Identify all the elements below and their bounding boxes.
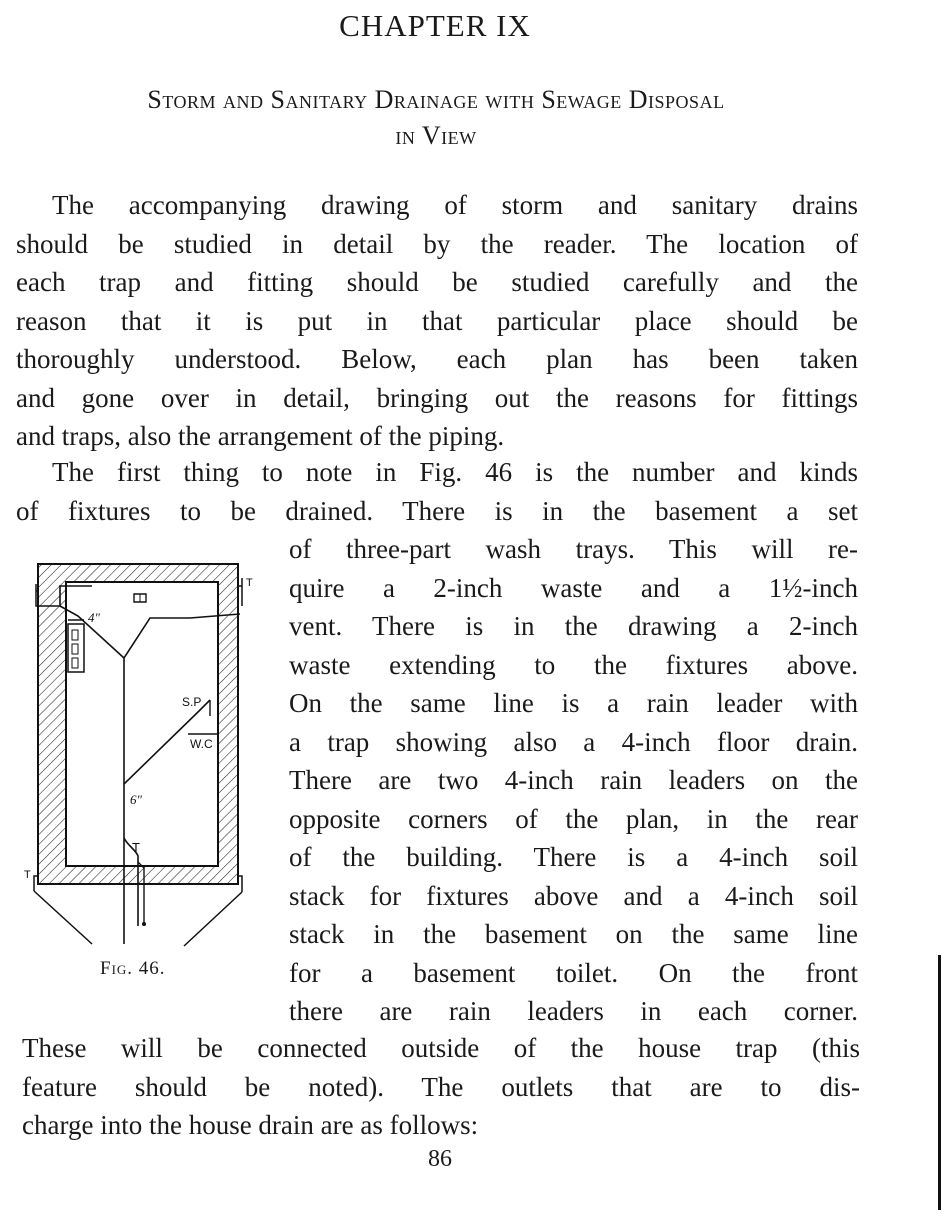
figure-46-drainage-plan: [20, 556, 270, 956]
text-line: reason that it is put in that particular place should be: [16, 305, 858, 336]
paragraph-outlets: [22, 1029, 860, 1145]
page-edge-line: [938, 955, 941, 1210]
figure-caption: Fig. 46.: [100, 958, 166, 979]
text-line: stack in the basement on the same line: [289, 919, 858, 949]
text-line: These will be connected outside of the house trap (this: [22, 1033, 860, 1063]
wash-tray-fixture: [68, 624, 84, 672]
text-line: thoroughly understood. Below, each plan has been taken: [16, 344, 858, 374]
text-line: there are rain leaders in each corner.: [289, 996, 858, 1026]
text-line: a trap showing also a 4-inch floor drain.: [289, 726, 858, 757]
paragraph-intro: [16, 186, 858, 456]
text-line: stack for fixtures above and a 4-inch soil: [289, 880, 858, 911]
page-number: 86: [428, 1146, 452, 1172]
text-line: feature should be noted). The outlets that are to dis-: [22, 1071, 860, 1102]
text-line: and gone over in detail, bringing out the reasons for fittings: [16, 382, 858, 413]
text-line: waste extending to the fixtures above.: [289, 649, 858, 680]
paragraph-fixtures: [16, 453, 858, 530]
chapter-heading: CHAPTER IX: [339, 8, 531, 43]
figure-label-6in: 6": [130, 792, 142, 807]
text-line: for a basement toilet. On the front: [289, 957, 858, 988]
section-title-line-1: Storm and Sanitary Drainage with Sewage Disposal: [147, 85, 725, 114]
figure-label-trap-topright: T: [246, 577, 253, 589]
text-line: opposite corners of the plan, in the rear: [289, 803, 858, 834]
text-line: of three-part wash trays. This will re-: [289, 534, 858, 564]
rain-leader-pipe: [34, 876, 92, 944]
text-line: of the building. There is a 4-inch soil: [289, 842, 858, 872]
text-line: charge into the house drain are as follows:: [22, 1110, 479, 1140]
figure-label-4in: 4": [88, 610, 100, 625]
rain-leader-pipe: [184, 876, 242, 946]
text-line: of fixtures to be drained. There is in the basement a set: [16, 495, 858, 526]
figure-label-sp: S.P: [182, 695, 202, 709]
text-line: There are two 4-inch rain leaders on the: [289, 765, 858, 795]
figure-label-trap-bottomleft: T: [24, 869, 31, 881]
text-line: On the same line is a rain leader with: [289, 688, 858, 718]
text-line: should be studied in detail by the reader. The location of: [16, 228, 858, 259]
figure-label-trap: T: [132, 840, 140, 855]
text-line: The first thing to note in Fig. 46 is the number and kinds: [52, 457, 858, 487]
text-line: quire a 2-inch waste and a 1½-inch: [289, 572, 858, 603]
section-title: [10, 82, 862, 154]
section-title-line-2: in View: [395, 121, 477, 150]
hatched-wall: [38, 564, 238, 884]
text-line: The accompanying drawing of storm and sanitary drains: [52, 190, 858, 220]
figure-label-wc: W.C: [190, 737, 213, 751]
text-line: each trap and fitting should be studied carefully and the: [16, 267, 858, 297]
text-line: vent. There is in the drawing a 2-inch: [289, 611, 858, 641]
text-line: and traps, also the arrangement of the piping.: [16, 421, 505, 451]
paragraph-fixtures-wrapped: [289, 530, 858, 1031]
